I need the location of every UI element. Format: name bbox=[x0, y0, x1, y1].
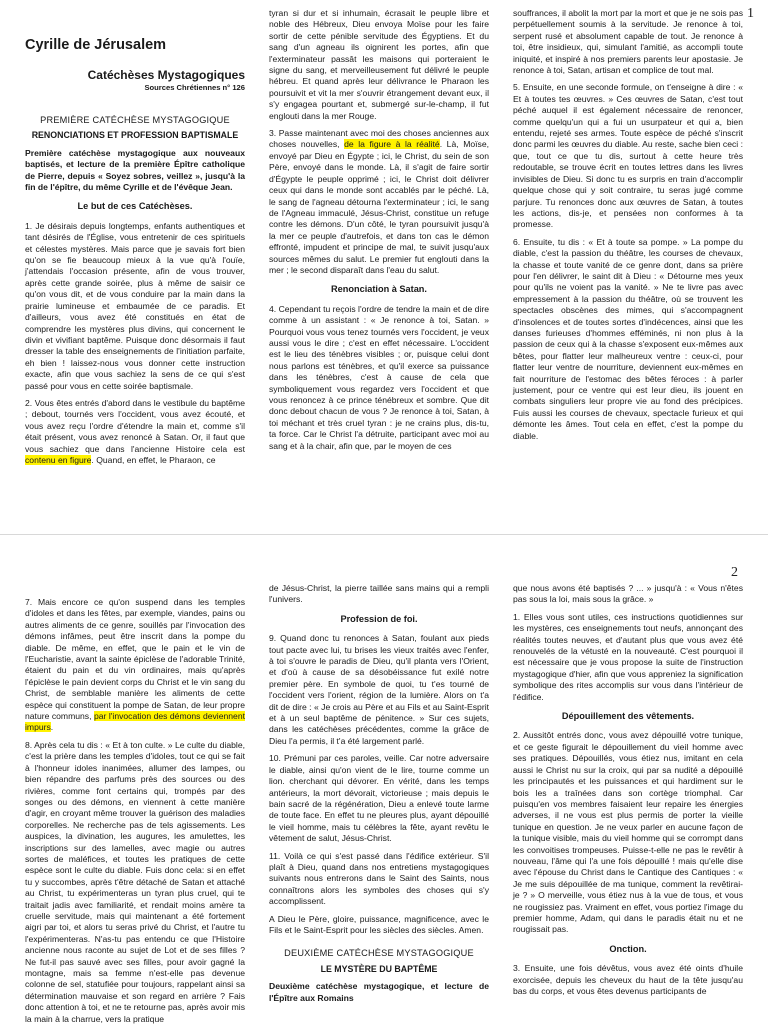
text-run: 7. Mais encore ce qu'on suspend dans les temples d'idoles et dans les fêtes, par exemple, viandes, pains ou autres aliments de ce genre, souillés par l'invocation des démons infâmes, peut être inscrit dans la pompe du diable. De même, en effet, que le pain et le vin de l'Eucharistie, avant la sainte épiclèse de l'adorable Trinité, étaient du pain et du vin ordinaires, mais qu'après l'épiclèse le pain devient corps du Christ et le vin sang du Christ, de semblable manière les aliments de cette espèce qui constituent la pompe de Satan, de leur propre nature communs, bbox=[25, 597, 245, 722]
paragraph: 2. Aussitôt entrés donc, vous avez dépouillé votre tunique, et ce geste figurait le dépouillement du vieil homme avec ses pratiques. Dépouillés, vous étiez nus, imitant en cela aussi le Christ nu sur la croix, qui par sa nudité a dépouillé les principautés et les puissances et qui hardiment sur le bois les a traînées dans son cortège triomphal. Car puisqu'en vos membres faisaient leur repaire les énergies adverses, il ne vous est plus permis de porter la vieille tunique en question. Je ne veux parler en aucune façon de la tunique visible, mais du vieil homme qui se corrompt dans les convoitises trompeuses. Puisse-t-elle ne pas le revêtir à nouveau, l'âme qui l'a une fois dépouillé ! mais qu'elle dise avec l'épouse du Christ dans le Cantique des Cantiques : « Je me suis dépouillée de ma tunique, comment la revêtirai-je ? » O merveille, vous étiez nus à la vue de tous, et vous ne rougissiez pas. Vraiment en effet, vous portiez l'image du premier homme, Adam, qui dans le paradis était nu et ne rougissait pas. bbox=[513, 730, 743, 935]
section-title: PREMIÈRE CATÉCHÈSE MYSTAGOGIQUE bbox=[40, 115, 230, 125]
highlighted-text: de la figure à la réalité bbox=[344, 139, 440, 150]
paragraph: de Jésus-Christ, la pierre taillée sans mains qui a rempli l'univers. bbox=[269, 583, 489, 605]
highlighted-text: contenu en figure bbox=[25, 454, 92, 465]
paragraph: que nous avons été baptisés ? ... » jusqu'à : « Vous n'êtes pas sous la loi, mais sous la grâce. » bbox=[513, 583, 743, 605]
intro-paragraph: Première catéchèse mystagogique aux nouveaux baptisés, et lecture de la première Épître catholique de Pierre, depuis « Soyez sobres, veillez », jusqu'à la fin de l'épître, du même Cyrille et de l'évêque Jean. bbox=[25, 147, 245, 193]
text-run: . bbox=[50, 722, 54, 733]
paragraph: 8. Après cela tu dis : « Et à ton culte. » Le culte du diable, c'est la prière dans les temples d'idoles, tout ce qui se fait à l'honneur idoles inanimées, allumer des lampes, ou bien répandre des parfums près des sources ou des rivières, comme font certains qui, trompés par des songes ou des démons, en viennent à cette manière d'agir, en croyant même trouver la guérison des maladies corporelles. Ne recherche pas de tels agissements. Les auspices, la divination, les augures, les amulettes, les inscriptions sur des lamelles, avec magie ou autres sortes de maléfices, et toutes les pratiques de cette espèce sont le culte du diable. Fuis donc cela: si en effet tu y succombes, après t'être détaché de Satan et attaché au Christ, tu expérimenteras un tyran plus cruel, qui te traitait jadis avec familiarité, et rendait moins amère ta cruelle servitude, mais qui maintenant a été fortement aigri par toi, et alors tu seras privé du Christ, et l'autre tu l'expérimenteras. N'as-tu pas entendu ce que l'Histoire ancienne nous raconte au sujet de Lot et de ses filles ? Ne fut-il pas sauvé avec ses filles, pour avoir gagné la montagne, mais sa femme n'est-elle pas devenue colonne de sel, statufiée pour toujours, rappelant ainsi sa détermination mauvaise et son regard en arrière ? Fais donc attention à toi, et ne te retourne pas, après avoir mis la main à la charrue, vers la pratique bbox=[25, 739, 245, 1024]
page-2 bbox=[0, 535, 768, 1024]
highlighted-text: par l'invocation des démons deviennent impurs bbox=[25, 711, 245, 733]
text-run: . Quand, en effet, le Pharaon, ce bbox=[91, 454, 216, 465]
paragraph: 6. Ensuite, tu dis : « Et à toute sa pompe. » La pompe du diable, c'est la passion du théâtre, les courses de chevaux, la chasse et toute vanité de ce genre dont, dans sa prière pour l'en délivrer, le saint dit à Dieu : « Détourne mes yeux pour qu'ils ne voient pas la vanité. » Ne te livre pas avec empressement à la passion du théâtre, où se trouvent les spectacles obscènes des mimes, qui s'accompagnent d'insolences et de toutes sortes d'indécences, ainsi que les danses furieuses d'hommes efféminés, ni non plus à la passion de ceux qui à la chasse s'exposent eux-mêmes aux bêtes, pour flatter leur malheureux ventre : ceux-ci, pour flatter leur ventre de nourriture, deviennent eux-mêmes en fait nourriture de l'estomac des bêtes féroces : à parler justement, pour ce ventre qui est leur dieu, ils jouent en combats singuliers leur propre vie au fond des précipices. Fuis aussi les courses de chevaux, spectacle furieux et qui démonte les âmes. Tout cela en effet, c'est la pompe du diable. bbox=[513, 236, 743, 441]
paragraph: 3. Ensuite, une fois dévêtus, vous avez été oints d'huile exorcisée, depuis les cheveux du haut de la tête jusqu'au bas du corps, et vous êtes devenus participants de bbox=[513, 963, 743, 996]
column-2 bbox=[269, 583, 489, 1010]
page-number: 1 bbox=[747, 6, 754, 21]
document-title: Cyrille de Jérusalem bbox=[25, 37, 167, 53]
section-title: DEUXIÈME CATÉCHÈSE MYSTAGOGIQUE bbox=[284, 948, 474, 959]
intro-paragraph: Deuxième catéchèse mystagogique, et lecture de l'Épître aux Romains bbox=[269, 981, 489, 1003]
paragraph: 5. Ensuite, en une seconde formule, on t'enseigne à dire : « Et à toutes tes œuvres. » Ces œuvres de Satan, c'est tout péché auquel il est également nécessaire de renoncer, comme quelqu'un qui a fui un usurpateur et qui a, bien entendu, rejeté ses armes. Toute espèce de péché s'inscrit donc parmi les œuvres du diable. Au reste, sache bien ceci : que, tout ce que tu dis, surtout à cette heure très redoutable, se trouve écrit en toutes lettres dans les livres invisibles de Dieu. Si donc tu es surpris en train d'accomplir quelque chose qui y soit contraire, tu seras jugé comme parjure. Tu renonces donc aux œuvres de Satan, à toutes les actions, dis-je, et pensées non conformes à ta promesse. bbox=[513, 82, 743, 230]
paragraph: 1. Je désirais depuis longtemps, enfants authentiques et tant désirés de l'Église, vous entretenir de ces spirituels et célestes mystères. Mais parce que je savais fort bien qu'on se fie beaucoup mieux à la vue qu'à l'ouïe, j'attendais l'occasion présente, afin de vous trouver, après cette grande soirée, plus à même de saisir ce qu'on vous dit, et de vous conduire par la main dans la prairie lumineuse et embaumée de ce paradis. Et d'ailleurs, vous avez été constitués en état de comprendre les mystères plus divins, qui concernent le divin et vivifiant baptême. Puisque donc désormais il faut dresser la table des enseignements de l'initiation parfaite, eh bien ! laissez-nous vous donner cette instruction exacte, afin que vous sachiez la sens de ce qui s'est passé pour vous en cette soirée baptismale. bbox=[25, 220, 245, 391]
paragraph: 9. Quand donc tu renonces à Satan, foulant aux pieds tout pacte avec lui, tu brises les vieux traités avec l'enfer, à toi s'ouvre le paradis de Dieu, qu'il planta vers l'Orient, et d'où à cause de sa désobéissance fut exilé notre premier père. En symbole de quoi, tu t'es tourné de l'occident vers l'orient, région de la lumière. Alors on t'a dit de dire : « Je crois au Père et au Fils et au Saint-Esprit et à un seul baptême de pénitence. » Sur ces sujets, dans les catéchèses précédentes, comme la grâce de Dieu l'a permis, il t'a été largement parlé. bbox=[269, 633, 489, 746]
text-run: . Là, Moïse, envoyé par Dieu en Égypte ; ici, le Christ, du sein de son Père, envoyé dans le monde. Là, il s'agit de faire sortir d'Égypte le peuple opprimé ; ici, le Christ doit délivrer ceux qui dans le monde sont accablés par le péché. Là, le sang de l'agneau détourna l'exterminateur ; ici, le sang de l'Agneau immaculé, Jésus-Christ, constitue un refuge contre les démons. D'un côté, le tyran poursuivit jusqu'à la mer ce peuple d'autrefois, et dans ton cas le démon effronté, impudent et principe de mal, te suivit jusqu'aux sources mêmes du salut. Le premier fut englouti dans la mer ; le second disparaît dans l'eau du salut. bbox=[269, 139, 489, 275]
paragraph: 1. Elles vous sont utiles, ces instructions quotidiennes sur les mystères, ces enseignements tout neufs, annonçant des réalités toutes neuves, et d'autant plus que vous avez été renouvelés de la vétusté en la nouveauté. C'est pourquoi il est nécessaire que je vous propose la suite de l'instruction mystagogique d'hier, afin que vous appreniez la signification symbolique des rites accomplis sur vous dans l'intérieur de l'édifice. bbox=[513, 611, 743, 702]
paragraph bbox=[25, 398, 245, 466]
page-number: 2 bbox=[731, 565, 738, 580]
section-heading: Renonciation à Satan. bbox=[331, 284, 427, 295]
column-3 bbox=[513, 583, 743, 1003]
column-2 bbox=[269, 8, 489, 458]
document-subtitle: Catéchèses Mystagogiques bbox=[87, 68, 245, 82]
column-1 bbox=[25, 36, 245, 472]
section-subtitle: RENONCIATIONS ET PROFESSION BAPTISMALE bbox=[31, 130, 239, 141]
paragraph: souffrances, il abolit la mort par la mort et que je ne sois pas perpétuellement soumis à la servitude. Je renonce à toi, serpent rusé et absolument capable de tout. Je renonce à toi, être insidieux, qui, simulant l'amitié, as accompli toute iniquité, et inspiré à nos premiers parents leur apostasie. Je renonce à toi, Satan, artisan et complice de tout mal. bbox=[513, 8, 743, 76]
section-subtitle: LE MYSTÈRE DU BAPTÊME bbox=[320, 963, 438, 974]
paragraph: 11. Voilà ce qui s'est passé dans l'édifice extérieur. S'il plaît à Dieu, quand dans nos entretiens mystagogiques suivants nous entrerons dans le Saint des Saints, nous connaîtrons alors les symboles des choses qui s'y accomplissent. bbox=[269, 850, 489, 907]
section-heading: Onction. bbox=[609, 943, 647, 954]
column-3 bbox=[513, 8, 743, 448]
section-heading: Profession de foi. bbox=[340, 613, 418, 624]
document-source: Sources Chrétiennes n° 126 bbox=[144, 83, 245, 92]
paragraph: tyran si dur et si inhumain, écrasait le peuple libre et noble des Hébreux, Dieu envoya Moïse pour les faire sortir de cette pénible servitude des Égyptiens. Et du sang d'un agneau ils oignirent les portes, afin que l'exterminateur passât les maisons qui porteraient le signe du sang, et merveilleusement fut délivré le peuple hébreu. Et quand après leur délivrance le Pharaon les poursuivit et vit la mer s'ouvrir étrangement devant eux, il s'y engagea pourtant et, submergé sur-le-champ, il fut englouti dans la mer Rouge. bbox=[269, 8, 489, 121]
section-heading: Dépouillement des vêtements. bbox=[561, 711, 695, 722]
paragraph bbox=[25, 597, 245, 734]
paragraph bbox=[269, 128, 489, 276]
column-1 bbox=[25, 597, 245, 1024]
text-run: 3. Passe maintenant avec moi des choses anciennes aux choses nouvelles, bbox=[269, 128, 489, 150]
paragraph: 10. Prémuni par ces paroles, veille. Car notre adversaire le diable, ainsi qu'on vient de le lire, tourne comme un lion. cherchant qui dévorer. En vérité, dans les temps antérieurs, la mort dévorait, victorieuse ; mais depuis le bain sacré de la régénération, Dieu a enlevé toute larme de toute face. En effet tu ne pleures plus, ayant dépouillé le vieil homme, mais tu célèbres la fête, ayant revêtu le vêtement de salut, Jésus-Christ. bbox=[269, 753, 489, 844]
paragraph: 4. Cependant tu reçois l'ordre de tendre la main et de dire comme à un assistant : « Je renonce à toi, Satan. » Pourquoi vous vous tenez tournés vers l'occident, je veux aussi vous le dire ; c'est en effet nécessaire. L'occident est le lieu des ténèbres visibles ; or, puisque celui dont nous parlons est ténèbres, et qu'il exerce sa puissance dans les ténèbres, c'est à cause de cela que symboliquement vous regardez vers l'occident et que vous renoncez à ce prince ténébreux et sombre. Que dit donc debout chacun de vous ? Je renonce à toi, Satan, à toi méchant et très cruel tyran : je ne crains plus, dis-tu, ta force. Car le Christ l'a détruite, participant avec moi au sang et à la chair, afin que, par le moyen de ces bbox=[269, 303, 489, 451]
text-run: 2. Vous êtes entrés d'abord dans le vestibule du baptême ; debout, tournés vers l'occident, vous avez écouté, et vous avez reçu l'ordre d'étendre la main et, comme s'il était présent, vous avez renoncé à Satan. Or, il faut que vous sachiez que dans l'ancienne Histoire cela est bbox=[25, 397, 245, 454]
paragraph: A Dieu le Père, gloire, puissance, magnificence, avec le Fils et le Saint-Esprit pour les siècles des siècles. Amen. bbox=[269, 913, 489, 935]
section-heading: Le but de ces Catéchèses. bbox=[77, 201, 193, 212]
